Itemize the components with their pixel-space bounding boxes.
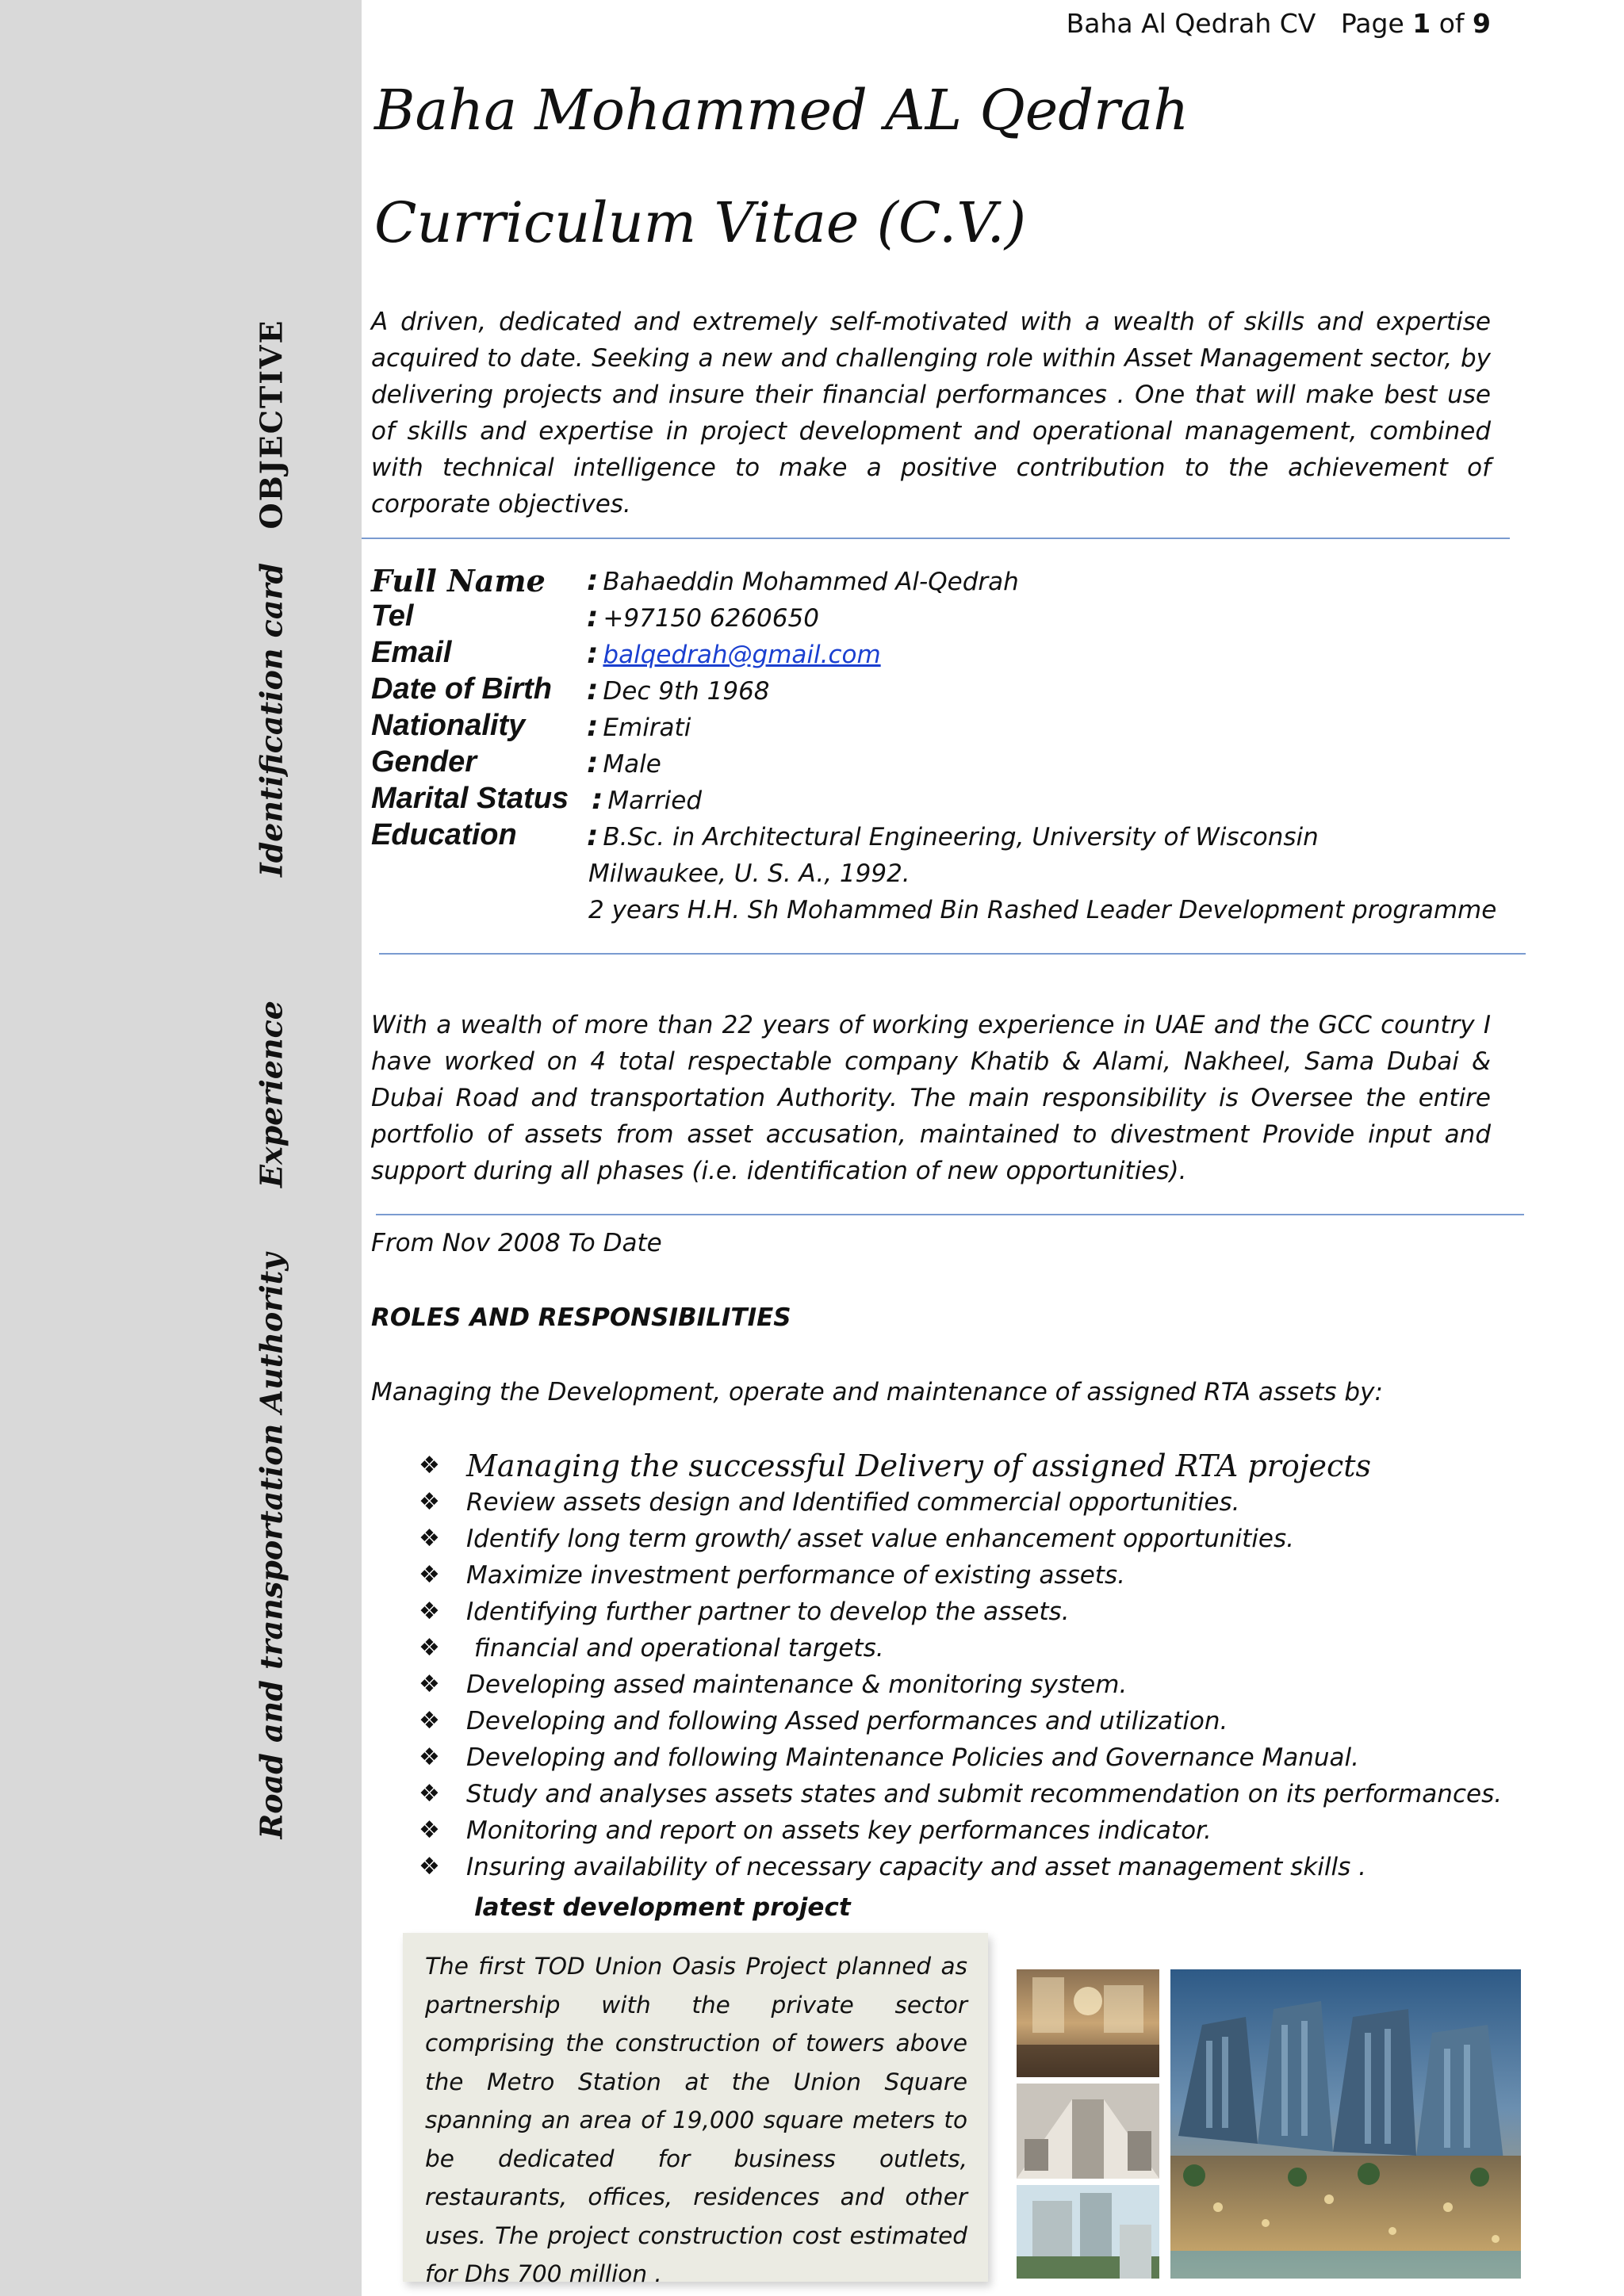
value-full-name: Bahaeddin Mohammed Al-Qedrah bbox=[603, 568, 1019, 596]
diamond-bullet-icon: ❖ bbox=[419, 1634, 440, 1662]
experience-text: With a wealth of more than 22 years of working experience in UAE and the GCC country I have worked on 4 total respectable company Khatib & Alami, Nakheel, Sama Dubai & Dubai Road and transportation Authority. The main responsibility is Oversee the entire portfolio of assets from asset accusation, maintained to divestment Provide input and support during all phases (i.e. identification of new opportunities). bbox=[371, 1011, 1491, 1185]
objective-text: A driven, dedicated and extremely self-motivated with a wealth of skills and expertise acquired to date. Seeking a new and challenging role within Asset Management sector, by delivering projects and insure their financial performances . One that will make best use of skills and expertise in project development and operational management, combined with technical intelligence to make a positive contribution to the achievement of corporate objectives. bbox=[371, 308, 1491, 519]
cv-subtitle: Curriculum Vitae (C.V.) bbox=[374, 190, 1027, 255]
value-education-2: Milwaukee, U. S. A., 1992. bbox=[588, 859, 910, 888]
label-gender: Gender bbox=[371, 745, 477, 779]
value-dob: Dec 9th 1968 bbox=[603, 677, 770, 706]
label-nationality: Nationality bbox=[371, 709, 526, 742]
diamond-bullet-icon: ❖ bbox=[419, 1525, 440, 1552]
diamond-bullet-icon: ❖ bbox=[419, 1816, 440, 1844]
cv-name-title: Baha Mohammed AL Qedrah bbox=[374, 78, 1189, 143]
page-of: of bbox=[1438, 8, 1465, 39]
label-education: Education bbox=[371, 818, 517, 851]
label-tel: Tel bbox=[371, 599, 414, 633]
diamond-bullet-icon: ❖ bbox=[419, 1452, 440, 1479]
diamond-bullet-icon: ❖ bbox=[419, 1707, 440, 1735]
roles-intro: Managing the Development, operate and maintenance of assigned RTA assets by: bbox=[371, 1378, 1383, 1406]
roles-heading: ROLES AND RESPONSIBILITIES bbox=[371, 1303, 791, 1332]
page-header bbox=[1067, 8, 1491, 39]
document-name: Baha Al Qedrah CV bbox=[1066, 8, 1316, 39]
label-email: Email bbox=[371, 636, 452, 669]
project-description: The first TOD Union Oasis Project planned as partnership with the private sector comprising the construction of towers above the Metro Station at the Union Square spanning an area of 19,000 square meters to be dedicated for business outlets, restaurants, offices, residences and other uses. The project construction cost estimated for Dhs 700 million . bbox=[425, 1953, 967, 2287]
label-dob: Date of Birth bbox=[371, 672, 552, 706]
diamond-bullet-icon: ❖ bbox=[419, 1743, 440, 1771]
divider bbox=[362, 538, 1510, 539]
project-photo-rendering bbox=[1170, 1969, 1521, 2279]
page-current: 1 bbox=[1412, 8, 1431, 39]
latest-project-heading: latest development project bbox=[474, 1893, 851, 1922]
employment-period: From Nov 2008 To Date bbox=[371, 1229, 662, 1257]
value-education-3: 2 years H.H. Sh Mohammed Bin Rashed Leader Development programme bbox=[588, 896, 1497, 924]
page-total: 9 bbox=[1473, 8, 1491, 39]
page-word: Page bbox=[1340, 8, 1404, 39]
project-photo-exterior bbox=[1017, 2185, 1159, 2279]
diamond-bullet-icon: ❖ bbox=[419, 1598, 440, 1625]
diamond-bullet-icon: ❖ bbox=[419, 1853, 440, 1881]
project-description-box bbox=[403, 1933, 988, 2287]
project-photo-interior bbox=[1017, 1969, 1159, 2077]
sidebar bbox=[0, 0, 362, 2296]
value-gender: Male bbox=[603, 750, 661, 779]
diamond-bullet-icon: ❖ bbox=[419, 1780, 440, 1808]
project-photo-atrium bbox=[1017, 2084, 1159, 2179]
label-full-name: Full Name bbox=[371, 563, 546, 599]
value-tel: +97150 6260650 bbox=[603, 604, 819, 633]
divider bbox=[379, 953, 1526, 955]
label-marital: Marital Status bbox=[371, 782, 569, 815]
value-education-1: B.Sc. in Architectural Engineering, University of Wisconsin bbox=[603, 823, 1319, 851]
email-link[interactable]: balqedrah@gmail.com bbox=[603, 641, 881, 669]
diamond-bullet-icon: ❖ bbox=[419, 1670, 440, 1698]
diamond-bullet-icon: ❖ bbox=[419, 1488, 440, 1516]
value-nationality: Emirati bbox=[603, 714, 691, 742]
value-marital: Married bbox=[607, 786, 703, 815]
diamond-bullet-icon: ❖ bbox=[419, 1561, 440, 1589]
divider bbox=[376, 1214, 1524, 1215]
